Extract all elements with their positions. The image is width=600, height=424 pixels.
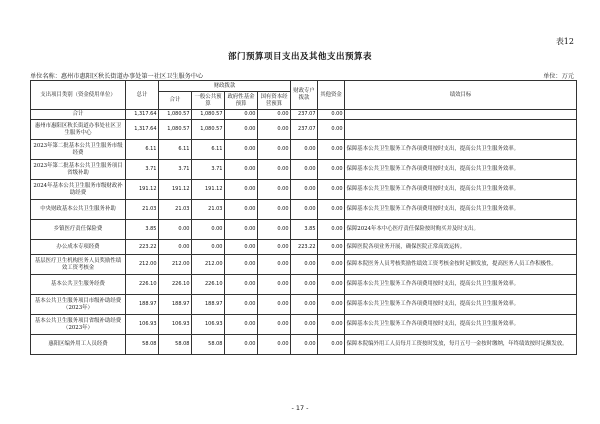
header-general: 一般公共预算 <box>192 92 225 110</box>
row-total: 188.97 <box>126 295 159 315</box>
row-total: 223.22 <box>126 240 159 255</box>
table-row <box>31 315 577 335</box>
table-row <box>31 255 577 275</box>
row-general: 21.03 <box>192 200 225 220</box>
header-subtotal: 合计 <box>159 92 192 110</box>
row-total: 191.12 <box>126 180 159 200</box>
row-fund: 0.00 <box>225 295 258 315</box>
row-special: 0.00 <box>291 140 318 160</box>
row-other: 0.00 <box>318 295 345 315</box>
row-name: 基层医疗卫生机构医务人员奖励性绩效工资考核金 <box>31 255 126 275</box>
row-subtotal: 106.93 <box>159 315 192 335</box>
table-number: 表12 <box>555 37 574 46</box>
row-fund: 0.00 <box>225 200 258 220</box>
row-goal: 保障本院编外用工人员每月工资按时发放，每月五号一金按时缴纳，年终绩效按时足额发放。 <box>345 335 577 355</box>
header-goal: 绩效目标 <box>345 81 577 110</box>
row-name: 办公成本专项经费 <box>31 240 126 255</box>
row-state-capital: 0.00 <box>258 315 291 335</box>
row-general: 212.00 <box>192 255 225 275</box>
row-general: 191.12 <box>192 180 225 200</box>
row-fund: 0.00 <box>225 180 258 200</box>
row-fund: 0.00 <box>225 315 258 335</box>
table-row <box>31 240 577 255</box>
row-fund: 0.00 <box>225 335 258 355</box>
row-total: 3.71 <box>126 160 159 180</box>
row-state-capital: 0.00 <box>258 335 291 355</box>
row-state-capital: 0.00 <box>258 295 291 315</box>
row-total: 106.93 <box>126 315 159 335</box>
header-other: 其他资金 <box>318 81 345 110</box>
row-total: 21.03 <box>126 200 159 220</box>
row-general: 188.97 <box>192 295 225 315</box>
row-other: 0.00 <box>318 335 345 355</box>
row-special: 0.00 <box>291 255 318 275</box>
row-state-capital: 0.00 <box>258 220 291 240</box>
row-name: 2023年第二批基本公共卫生服务市级经费 <box>31 140 126 160</box>
row-state-capital: 0.00 <box>258 180 291 200</box>
row-fund: 0.00 <box>225 255 258 275</box>
row-goal: 保障基本公共卫生服务工作各项费用按时支出，提高公共卫生服务效率。 <box>345 140 577 160</box>
row-fund: 0.00 <box>225 120 258 140</box>
page-number: - 17 - <box>291 404 309 412</box>
row-special: 0.00 <box>291 275 318 295</box>
row-special: 3.85 <box>291 220 318 240</box>
row-other: 0.00 <box>318 315 345 335</box>
row-name: 2023年第二批基本公共卫生服务项目省级补助 <box>31 160 126 180</box>
row-fund: 0.00 <box>225 240 258 255</box>
row-general: 58.08 <box>192 335 225 355</box>
row-subtotal: 3.71 <box>159 160 192 180</box>
row-goal: 保障基本公共卫生服务工作各项费用按时支出，提高公共卫生服务效率。 <box>345 160 577 180</box>
row-subtotal: 21.03 <box>159 200 192 220</box>
row-other: 0.00 <box>318 200 345 220</box>
row-subtotal: 1,080.57 <box>159 110 192 120</box>
budget-table <box>30 80 577 355</box>
row-goal: 保障基本公共卫生服务工作各项费用按时支出，提高公共卫生服务效率。 <box>345 200 577 220</box>
row-name: 惠阳区编外用工人员经费 <box>31 335 126 355</box>
table-row <box>31 295 577 315</box>
row-general: 0.00 <box>192 220 225 240</box>
row-other: 0.00 <box>318 140 345 160</box>
row-subtotal: 191.12 <box>159 180 192 200</box>
row-other: 0.00 <box>318 220 345 240</box>
row-state-capital: 0.00 <box>258 110 291 120</box>
row-special: 0.00 <box>291 315 318 335</box>
row-state-capital: 0.00 <box>258 120 291 140</box>
row-subtotal: 6.11 <box>159 140 192 160</box>
row-special: 0.00 <box>291 335 318 355</box>
row-general: 226.10 <box>192 275 225 295</box>
row-total: 6.11 <box>126 140 159 160</box>
row-fund: 0.00 <box>225 275 258 295</box>
page-title: 部门预算项目支出及其他支出预算表 <box>227 52 372 62</box>
row-fund: 0.00 <box>225 220 258 240</box>
table-row <box>31 220 577 240</box>
row-state-capital: 0.00 <box>258 160 291 180</box>
header-special: 财政专户拨款 <box>291 81 318 110</box>
table-row <box>31 160 577 180</box>
row-special: 237.07 <box>291 110 318 120</box>
row-other: 0.00 <box>318 120 345 140</box>
table-row <box>31 110 577 120</box>
header-fund: 政府性基金预算 <box>225 92 258 110</box>
row-subtotal: 0.00 <box>159 240 192 255</box>
row-name: 惠州市惠阳区秋长街道办事处社区卫生服务中心 <box>31 120 126 140</box>
row-goal: 保障医院各项业务开展，确保医院正常高效运转。 <box>345 240 577 255</box>
row-state-capital: 0.00 <box>258 140 291 160</box>
row-special: 0.00 <box>291 180 318 200</box>
row-goal: 保障基本公共卫生服务工作各项费用按时支出，提高公共卫生服务效率。 <box>345 315 577 335</box>
row-subtotal: 58.08 <box>159 335 192 355</box>
row-total: 1,317.64 <box>126 110 159 120</box>
row-subtotal: 0.00 <box>159 220 192 240</box>
table-row <box>31 120 577 140</box>
row-state-capital: 0.00 <box>258 275 291 295</box>
row-subtotal: 1,080.57 <box>159 120 192 140</box>
row-other: 0.00 <box>318 255 345 275</box>
row-name: 中央财政基本公共卫生服务补助 <box>31 200 126 220</box>
row-special: 0.00 <box>291 160 318 180</box>
row-total: 3.85 <box>126 220 159 240</box>
row-state-capital: 0.00 <box>258 240 291 255</box>
row-goal: 保障本院医务人员考核奖励性绩效工资考核金按时足额发放，提高医务人员工作积极性。 <box>345 255 577 275</box>
row-other: 0.00 <box>318 160 345 180</box>
row-total: 212.00 <box>126 255 159 275</box>
row-special: 237.07 <box>291 120 318 140</box>
row-fund: 0.00 <box>225 110 258 120</box>
row-goal <box>345 120 577 140</box>
row-general: 3.71 <box>192 160 225 180</box>
row-general: 1,080.57 <box>192 120 225 140</box>
row-other: 0.00 <box>318 110 345 120</box>
row-subtotal: 188.97 <box>159 295 192 315</box>
header-project: 支出项目类别（资金使用单位） <box>31 81 126 110</box>
row-name: 2024年基本公共卫生服务市级财政补助经费 <box>31 180 126 200</box>
table-row <box>31 140 577 160</box>
row-total: 226.10 <box>126 275 159 295</box>
row-name: 基本公共卫生服务项目市级补助经费（2023年） <box>31 295 126 315</box>
row-total: 1,317.64 <box>126 120 159 140</box>
row-goal: 保障基本公共卫生服务工作各项费用按时支出，提高公共卫生服务效率。 <box>345 295 577 315</box>
table-row <box>31 180 577 200</box>
row-state-capital: 0.00 <box>258 255 291 275</box>
unit-label: 单位：万元 <box>543 73 574 80</box>
row-fund: 0.00 <box>225 140 258 160</box>
row-name: 合计 <box>31 110 126 120</box>
row-state-capital: 0.00 <box>258 200 291 220</box>
row-goal: 保障基本公共卫生服务工作各项费用按时支出，提高公共卫生服务效率。 <box>345 180 577 200</box>
header-fiscal: 财政拨款 <box>159 81 291 92</box>
row-subtotal: 226.10 <box>159 275 192 295</box>
row-special: 0.00 <box>291 295 318 315</box>
row-total: 58.08 <box>126 335 159 355</box>
row-other: 0.00 <box>318 275 345 295</box>
row-goal: 保障2024年本中心医疗责任保险按时购买并及时支出。 <box>345 220 577 240</box>
row-name: 乡镇医疗责任保险费 <box>31 220 126 240</box>
row-goal: 保障基本公共卫生服务工作各项费用按时支出，提高公共卫生服务效率。 <box>345 275 577 295</box>
row-goal <box>345 110 577 120</box>
row-general: 6.11 <box>192 140 225 160</box>
row-general: 106.93 <box>192 315 225 335</box>
row-name: 基本公共卫生服务经费 <box>31 275 126 295</box>
row-fund: 0.00 <box>225 160 258 180</box>
header-total: 总计 <box>126 81 159 110</box>
row-special: 223.22 <box>291 240 318 255</box>
row-general: 1,080.57 <box>192 110 225 120</box>
row-name: 基本公共卫生服务项目省级补助经费（2023年） <box>31 315 126 335</box>
row-special: 0.00 <box>291 200 318 220</box>
row-general: 0.00 <box>192 240 225 255</box>
row-other: 0.00 <box>318 240 345 255</box>
header-state-capital: 国有资本经营预算 <box>258 92 291 110</box>
unit-name: 单位名称：惠州市惠阳区秋长街道办事处第一社区卫生服务中心 <box>30 73 204 80</box>
table-row <box>31 200 577 220</box>
table-row <box>31 335 577 355</box>
row-other: 0.00 <box>318 180 345 200</box>
table-row <box>31 275 577 295</box>
row-subtotal: 212.00 <box>159 255 192 275</box>
